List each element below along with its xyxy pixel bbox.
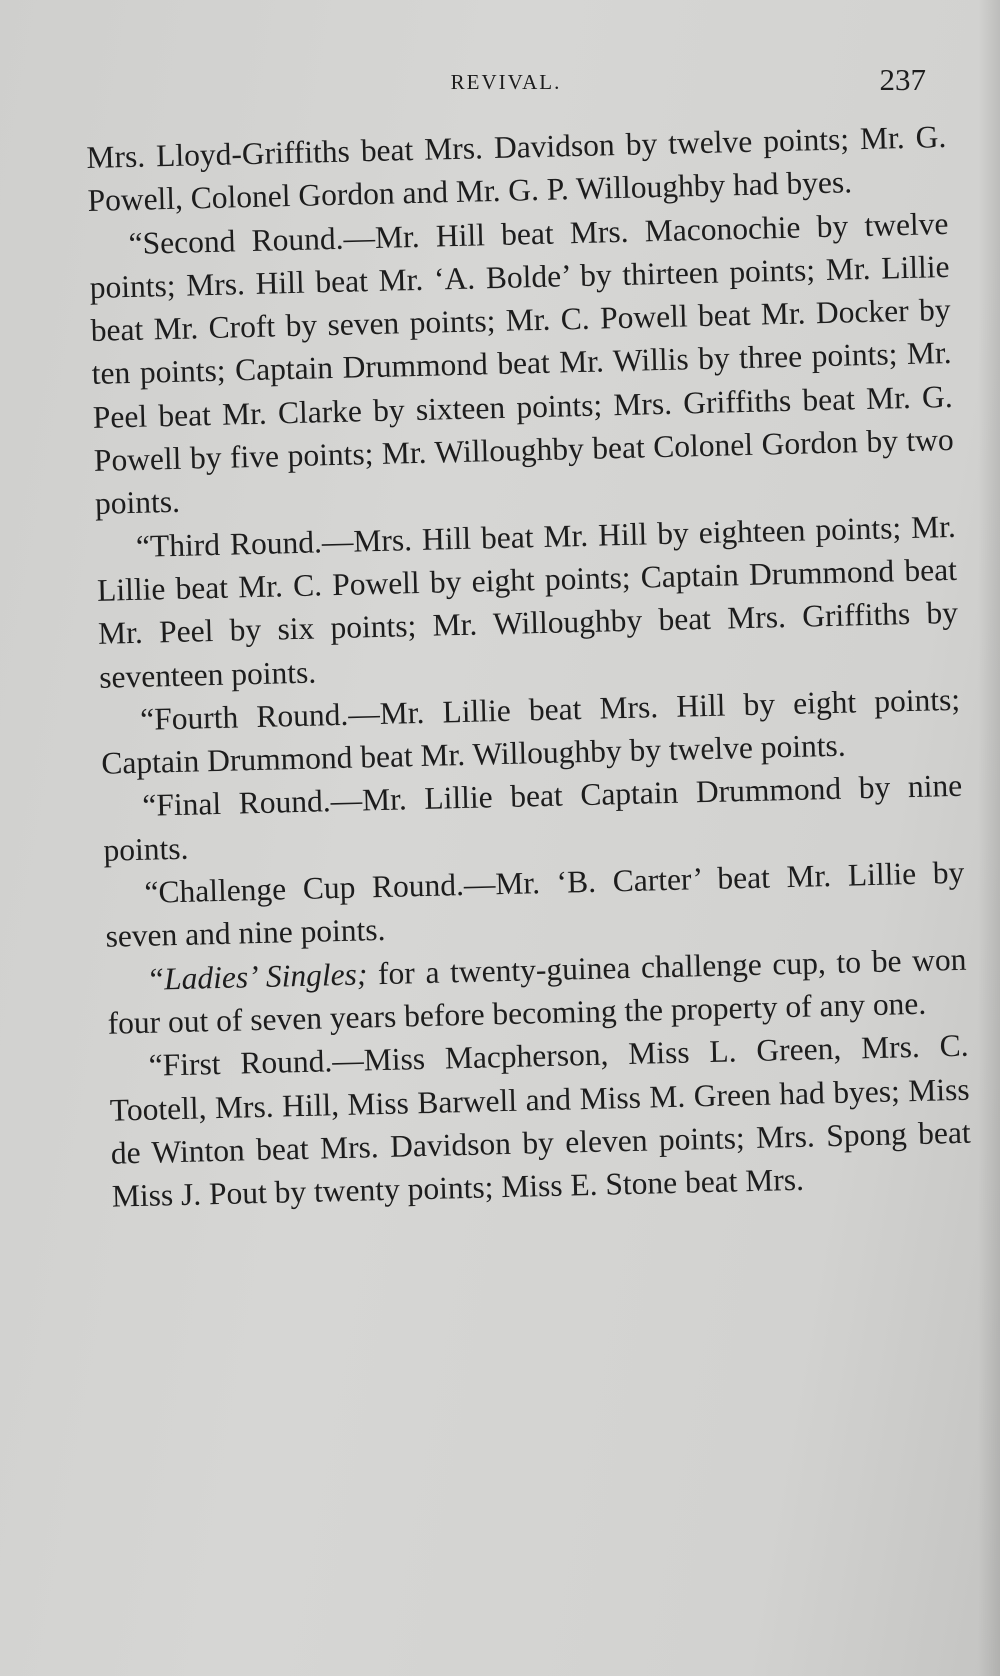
paragraph-final-round: “Final Round.—Mr. Lillie beat Captain Drummond by nine points. xyxy=(103,768,963,868)
running-head: REVIVAL. xyxy=(450,70,562,94)
paragraph-fourth-round: “Fourth Round.—Mr. Lillie beat Mrs. Hill by eight points; Captain Drummond beat Mr. Willoughby by twelve points. xyxy=(100,681,961,781)
paragraph-second-round: “Second Round.—Mr. Hill beat Mrs. Maconochie by twelve points; Mrs. Hill beat Mr. ‘A. Bolde’ by thirteen points; Mr. Lillie beat Mr. Croft by seven points; Mr. C. Powell beat Mr. Docker by ten points; Captain Drummond beat Mr. Willis by three points; Mr. Peel beat Mr. Clarke by sixteen points; Mrs. Griffiths beat Mr. G. Powell by five points; Mr. Willoughby beat Colonel Gordon by two points. xyxy=(89,205,955,522)
body-text xyxy=(86,115,972,1218)
paragraph-challenge-cup-round: “Challenge Cup Round.—Mr. ‘B. Carter’ beat Mr. Lillie by seven and nine points. xyxy=(105,854,965,955)
page-edge-shadow xyxy=(978,0,1000,1676)
paragraph-third-round: “Third Round.—Mrs. Hill beat Mr. Hill by eighteen points; Mr. Lillie beat Mr. C. Powell by eight points; Captain Drummond beat Mr. Peel by six points; Mr. Willoughby beat Mrs. Griffiths by seventeen points. xyxy=(96,508,959,695)
page-number: 237 xyxy=(879,62,926,97)
paragraph-1: Mrs. Lloyd-Griffiths beat Mrs. Davidson by twelve points; Mr. G. Powell, Colonel Gordon and Mr. G. P. Willoughby had byes. xyxy=(86,118,947,219)
ladies-singles-heading: “Ladies’ Singles; xyxy=(146,956,368,997)
paragraph-first-round: “First Round.—Miss Macpherson, Miss L. Green, Mrs. C. Tootell, Mrs. Hill, Miss Barwell and Miss M. Green had byes; Miss de Winton beat Mrs. Davidson by eleven points; Mrs. Spong beat Miss J. Pout by twenty points; Miss E. Stone beat Mrs. xyxy=(109,1027,972,1214)
page-header xyxy=(86,62,926,102)
ladies-singles-text: for a twenty-guinea challenge cup, to be won four out of seven years before becoming the property of any one. xyxy=(107,941,967,1041)
